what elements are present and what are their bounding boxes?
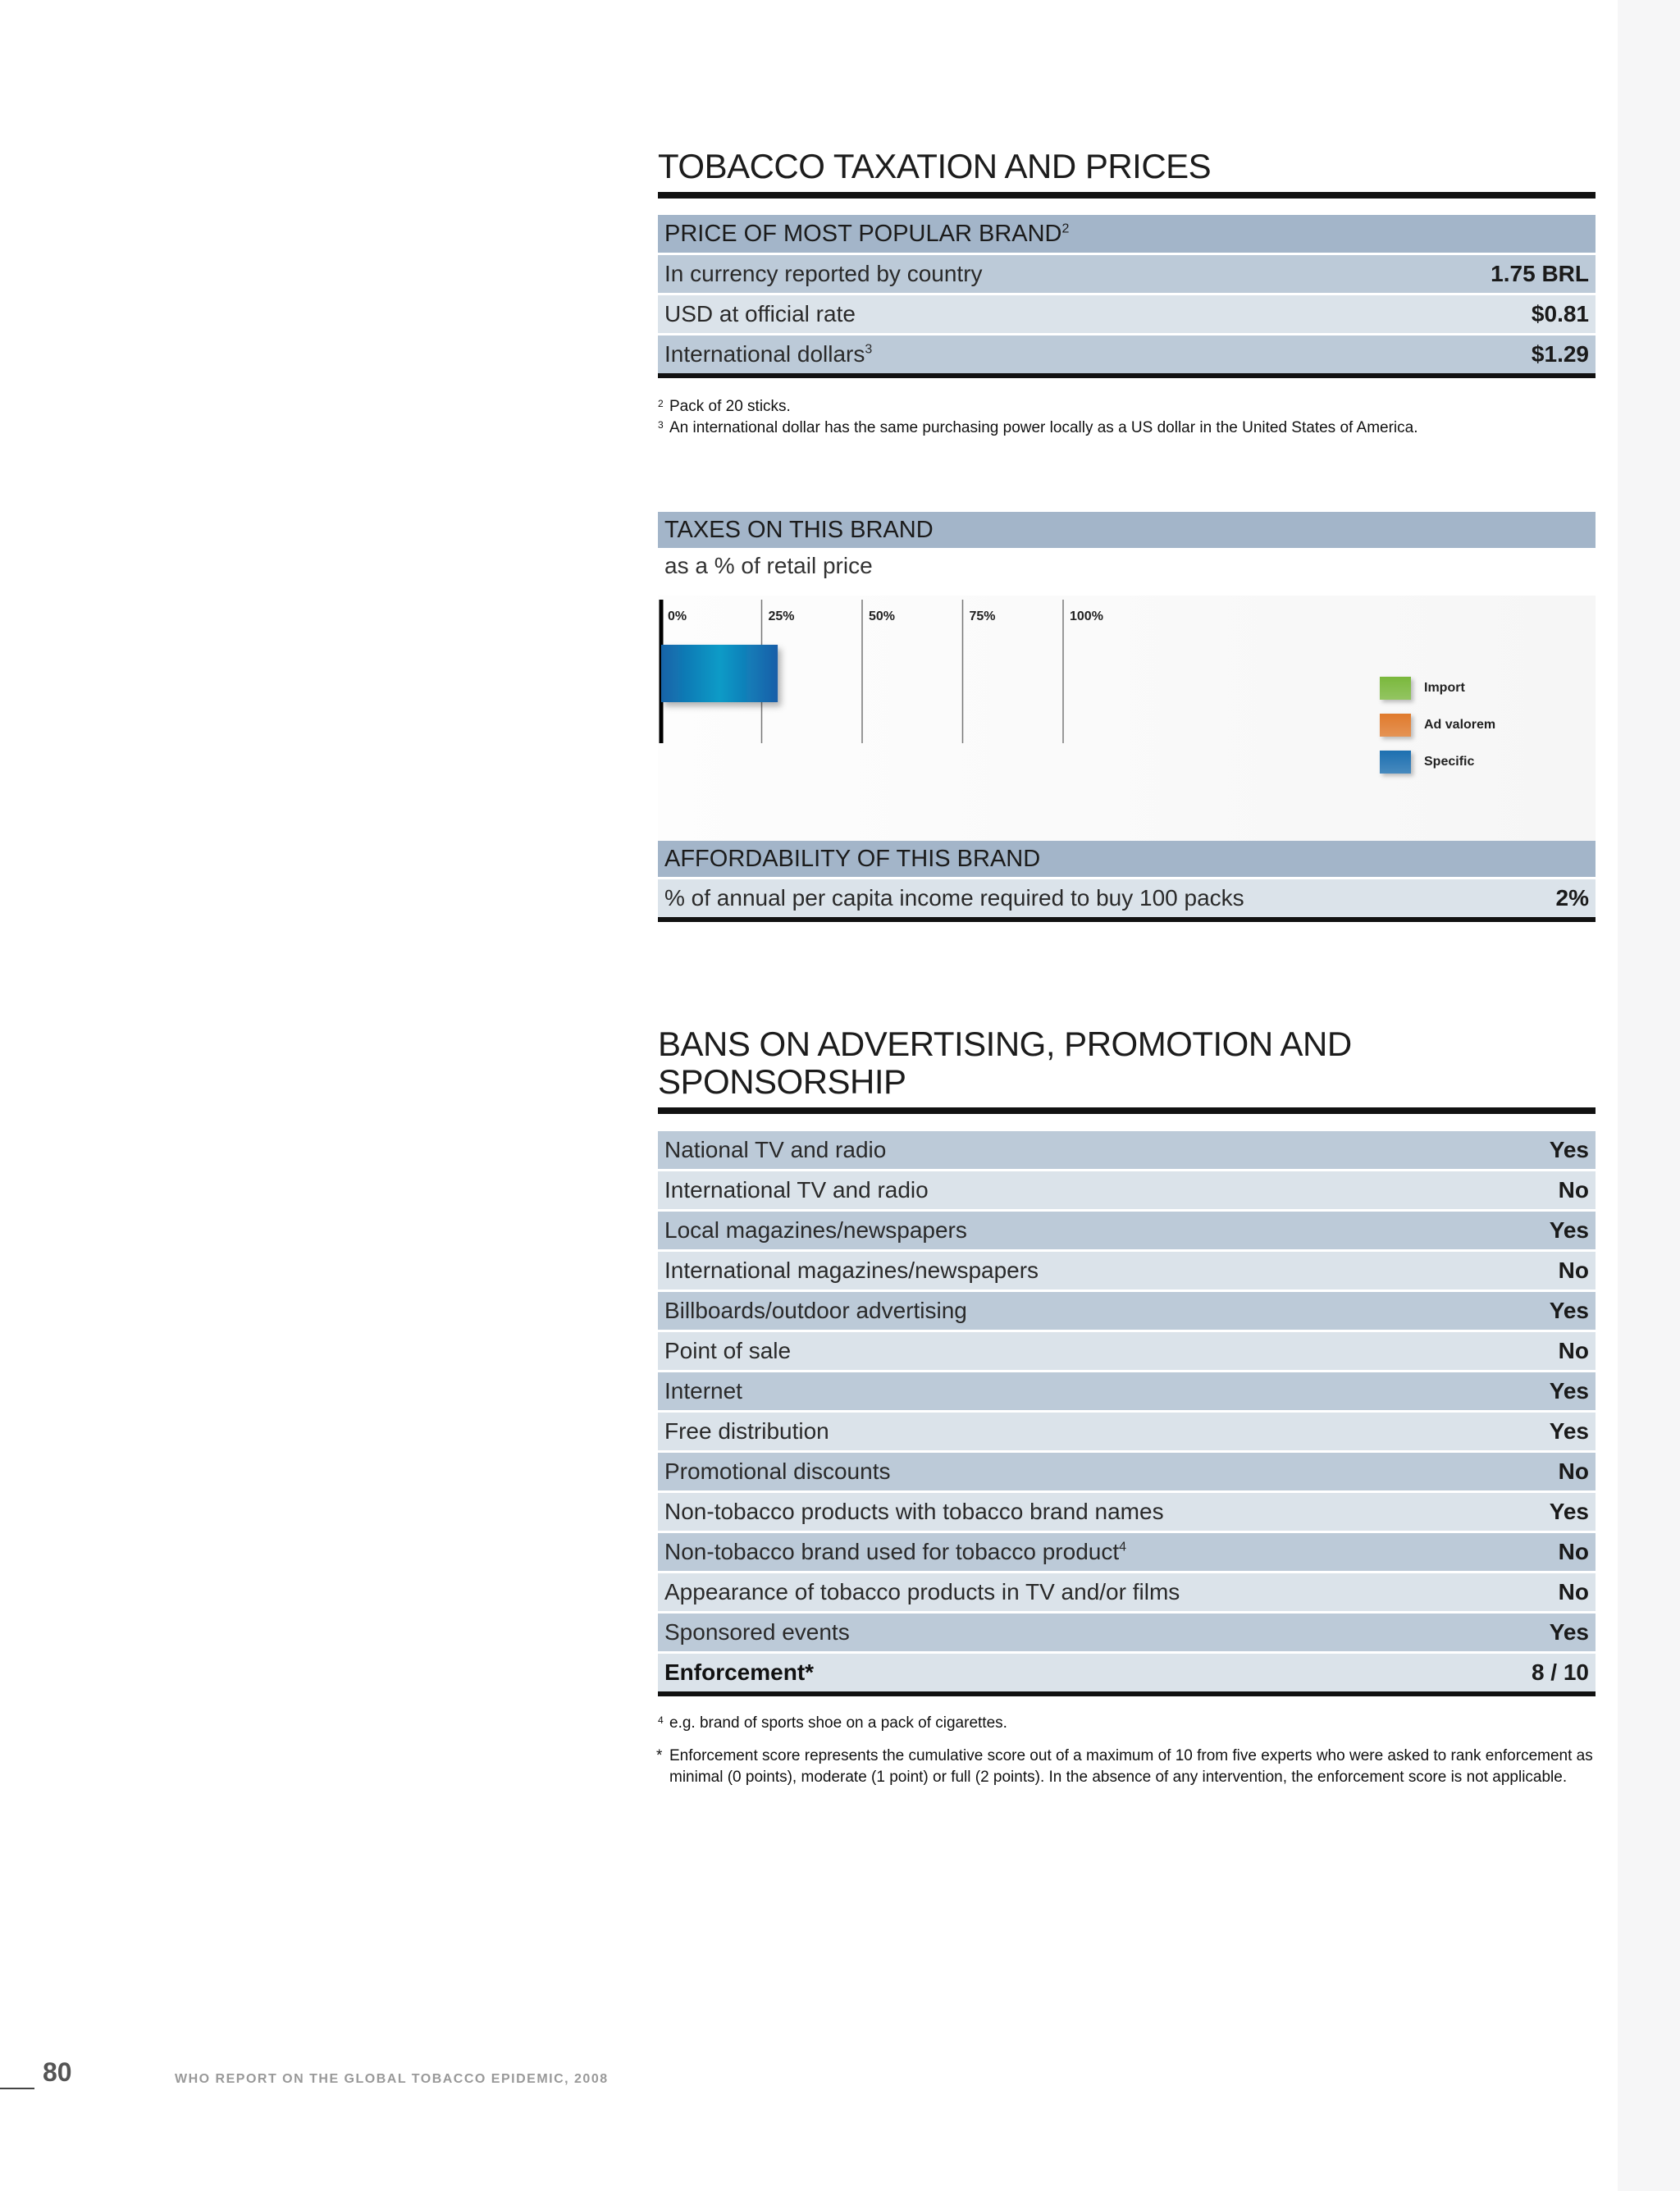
price-header — [658, 215, 1596, 253]
ban-row-label-text: International TV and radio — [664, 1177, 929, 1203]
affordability-header: AFFORDABILITY OF THIS BRAND — [658, 841, 1596, 877]
ban-row-value: Yes — [1549, 1619, 1589, 1646]
ban-row-value: Yes — [1549, 1418, 1589, 1445]
ban-row — [658, 1450, 1596, 1490]
page-footer — [0, 2051, 738, 2100]
ban-row-label — [664, 1258, 1039, 1284]
price-row-value: 1.75 BRL — [1491, 261, 1589, 287]
affordability-bottom-rule — [658, 917, 1596, 922]
price-row-label-text: International dollars — [664, 341, 865, 367]
legend-item — [1380, 743, 1495, 780]
price-footnote — [658, 396, 1596, 418]
price-row-label-text: USD at official rate — [664, 301, 856, 327]
ban-row — [658, 1571, 1596, 1611]
ban-row-label — [664, 1458, 890, 1485]
report-title: WHO REPORT ON THE GLOBAL TOBACCO EPIDEMIC, 2008 — [175, 2072, 609, 2086]
enforcement-label: Enforcement* — [664, 1659, 815, 1686]
legend-swatch — [1380, 677, 1411, 700]
ban-row — [658, 1410, 1596, 1450]
legend-swatch — [1380, 751, 1411, 774]
ban-row — [658, 1209, 1596, 1249]
ban-row-label-text: Non-tobacco products with tobacco brand names — [664, 1499, 1164, 1525]
x-tick-label: 25% — [768, 609, 795, 623]
enforcement-value: 8 / 10 — [1531, 1659, 1589, 1686]
affordability-value: 2% — [1555, 885, 1589, 911]
bans-title: BANS ON ADVERTISING, PROMOTION AND SPONSORSHIP — [658, 1025, 1596, 1114]
legend-label: Ad valorem — [1424, 717, 1496, 732]
ban-row-label-text: Local magazines/newspapers — [664, 1217, 967, 1244]
ban-row — [658, 1330, 1596, 1370]
legend-label: Import — [1424, 680, 1465, 695]
ban-row-value: Yes — [1549, 1499, 1589, 1525]
ban-row — [658, 1249, 1596, 1289]
price-header-sup: 2 — [1061, 221, 1070, 236]
ban-row-label-text: Sponsored events — [664, 1619, 850, 1646]
x-tick-label: 50% — [869, 609, 896, 623]
legend-item — [1380, 669, 1495, 706]
taxation-section — [658, 148, 1596, 439]
ban-row — [658, 1169, 1596, 1209]
price-row-label — [664, 261, 983, 287]
tax-chart — [658, 596, 1596, 842]
footnote-4 — [658, 1713, 1596, 1734]
price-row-label — [664, 341, 872, 367]
ban-row-value: No — [1558, 1539, 1589, 1565]
taxes-caption: as a % of retail price — [664, 553, 873, 578]
price-row — [658, 253, 1596, 293]
price-row — [658, 293, 1596, 333]
price-footnote-mark: 3 — [658, 419, 664, 431]
ban-row-value: No — [1558, 1338, 1589, 1364]
price-footnotes — [658, 396, 1596, 439]
affordability-row — [658, 877, 1596, 917]
ban-row-label — [664, 1137, 886, 1163]
page-number: 80 — [43, 2057, 72, 2087]
price-row-value: $1.29 — [1531, 341, 1589, 367]
price-footnote — [658, 418, 1596, 439]
taxes-section — [658, 512, 1596, 842]
footnote-star-text: Enforcement score represents the cumulative score out of a maximum of 10 from five experts who were asked to rank enforcement as minimal (0 points), moderate (1 point) or full (2 points). In the absence of any intervention, the enforcement score is not applicable. — [669, 1747, 1593, 1787]
ban-row-label — [664, 1177, 929, 1203]
price-footnote-text: Pack of 20 sticks. — [669, 398, 791, 416]
price-row-sup: 3 — [865, 342, 873, 357]
bans-section — [658, 1025, 1596, 1788]
ban-row-value: Yes — [1549, 1378, 1589, 1404]
taxes-header: TAXES ON THIS BRAND — [658, 512, 1596, 548]
bar-specific — [661, 645, 778, 702]
footer-rule — [0, 2088, 34, 2089]
affordability-section — [658, 841, 1596, 922]
ban-row-label-text: Internet — [664, 1378, 742, 1404]
legend-item — [1380, 706, 1495, 743]
ban-row-value: Yes — [1549, 1137, 1589, 1163]
price-row-label — [664, 301, 856, 327]
ban-row-label — [664, 1298, 967, 1324]
footnote-4-text: e.g. brand of sports shoe on a pack of cigarettes. — [669, 1714, 1007, 1732]
ban-row-label-text: National TV and radio — [664, 1137, 887, 1163]
enforcement-row — [658, 1651, 1596, 1691]
price-header-label: PRICE OF MOST POPULAR BRAND — [664, 221, 1062, 248]
price-footnote-mark: 2 — [658, 398, 664, 410]
price-row-value: $0.81 — [1531, 301, 1589, 327]
x-tick-label: 0% — [668, 609, 687, 623]
ban-row-label — [664, 1499, 1164, 1525]
tax-chart-legend — [1380, 669, 1495, 780]
ban-row-label-text: Non-tobacco brand used for tobacco product — [664, 1539, 1120, 1565]
price-table — [658, 253, 1596, 373]
ban-row-label — [664, 1539, 1126, 1565]
ban-row-label-text: Point of sale — [664, 1338, 792, 1364]
ban-row-label — [664, 1619, 850, 1646]
ban-row-label-text: Free distribution — [664, 1418, 829, 1445]
ban-row — [658, 1370, 1596, 1410]
affordability-label: % of annual per capita income required to buy 100 packs — [664, 885, 1244, 911]
ban-row-value: Yes — [1549, 1298, 1589, 1324]
ban-row-value: Yes — [1549, 1217, 1589, 1244]
ban-row — [658, 1611, 1596, 1651]
ban-row-label — [664, 1378, 742, 1404]
ban-row — [658, 1531, 1596, 1571]
ban-row-value: No — [1558, 1579, 1589, 1605]
ban-row-value: No — [1558, 1177, 1589, 1203]
ban-row-label — [664, 1418, 829, 1445]
ban-row-label-text: Billboards/outdoor advertising — [664, 1298, 967, 1324]
taxation-title: TOBACCO TAXATION AND PRICES — [658, 148, 1596, 199]
x-tick-label: 100% — [1070, 609, 1103, 623]
bans-table — [658, 1129, 1596, 1651]
footnote-star — [658, 1746, 1596, 1788]
x-tick-label: 75% — [969, 609, 996, 623]
ban-row-label — [664, 1217, 967, 1244]
page-edge-shade — [1618, 0, 1680, 2191]
ban-row-label-text: Promotional discounts — [664, 1458, 891, 1485]
ban-row-value: No — [1558, 1258, 1589, 1284]
ban-row-label-text: International magazines/newspapers — [664, 1258, 1039, 1284]
footnote-star-mark: * — [656, 1747, 663, 1765]
price-row — [658, 333, 1596, 373]
ban-row-value: No — [1558, 1458, 1589, 1485]
ban-row — [658, 1289, 1596, 1330]
ban-row — [658, 1129, 1596, 1169]
legend-label: Specific — [1424, 754, 1475, 769]
legend-swatch — [1380, 714, 1411, 737]
ban-row-sup: 4 — [1119, 1541, 1127, 1555]
price-row-label-text: In currency reported by country — [664, 261, 983, 287]
ban-row — [658, 1490, 1596, 1531]
price-footnote-text: An international dollar has the same purchasing power locally as a US dollar in the United States of America. — [669, 419, 1418, 437]
ban-row-label — [664, 1579, 1180, 1605]
ban-row-label-text: Appearance of tobacco products in TV and/or films — [664, 1579, 1180, 1605]
ban-row-label — [664, 1338, 791, 1364]
footnote-4-mark: 4 — [658, 1714, 664, 1727]
